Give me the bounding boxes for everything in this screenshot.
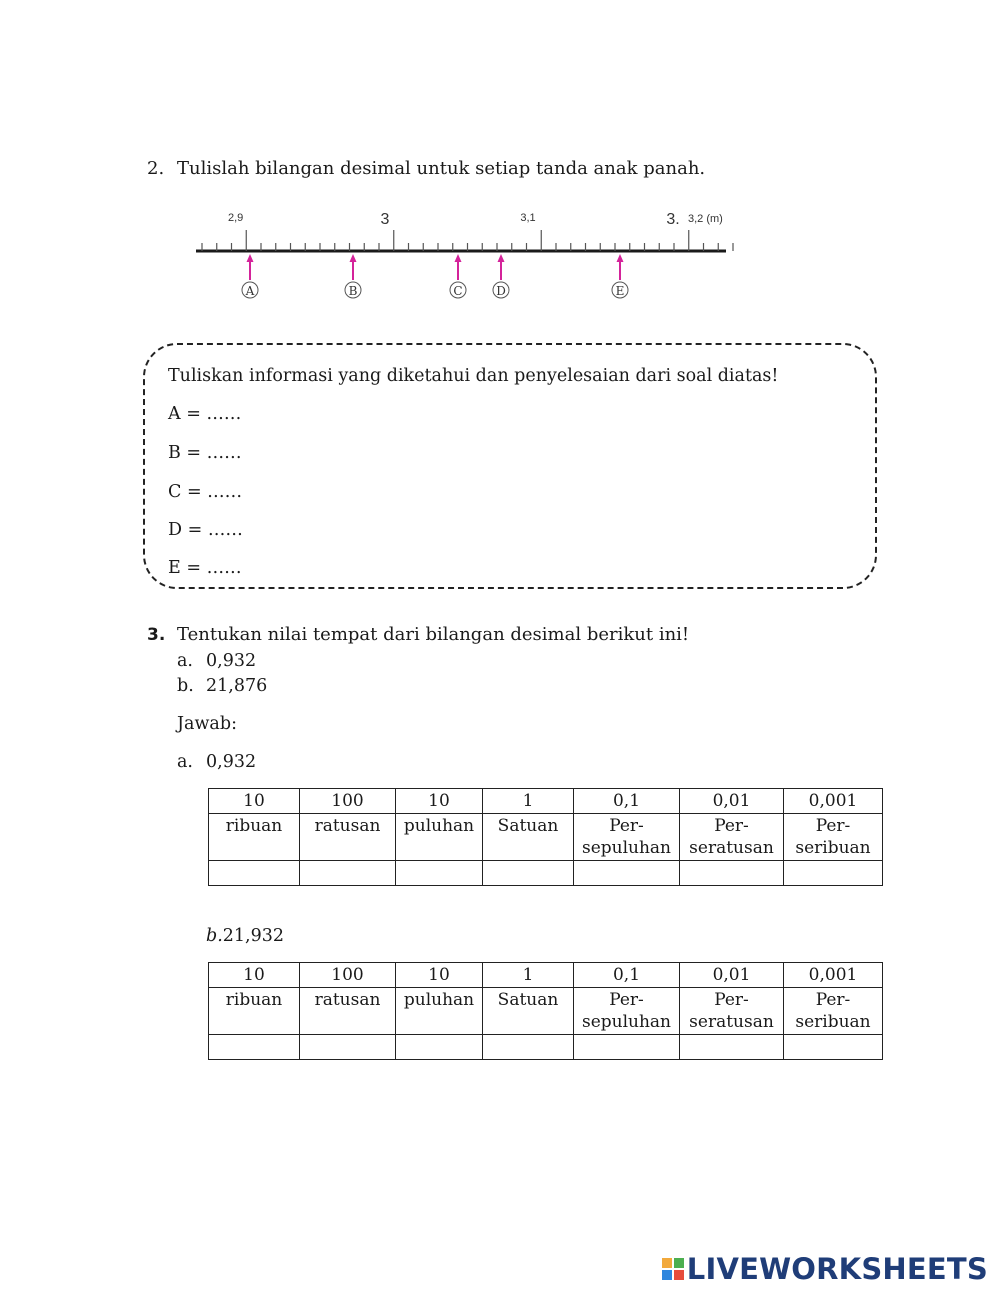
table-cell: puluhan bbox=[396, 814, 483, 861]
table-cell: 10 bbox=[209, 789, 300, 814]
item-label: b. bbox=[177, 676, 194, 696]
arrow-head bbox=[455, 254, 462, 262]
part-label: a. bbox=[177, 752, 193, 772]
part-value: 21,932 bbox=[222, 926, 284, 946]
part-label: b. bbox=[206, 926, 223, 946]
answer-cell[interactable] bbox=[396, 861, 483, 886]
table-row-names bbox=[209, 988, 883, 1035]
answer-cell[interactable] bbox=[209, 861, 300, 886]
table-cell: ribuan bbox=[209, 988, 300, 1035]
question-number: 3. bbox=[147, 625, 166, 645]
ruler-label-3-1: 3,1 bbox=[520, 212, 536, 224]
table-cell: Satuan bbox=[483, 814, 574, 861]
arrow-c bbox=[450, 254, 466, 298]
table-cell: 0,001 bbox=[784, 963, 883, 988]
table-cell: 0,1 bbox=[574, 789, 680, 814]
ruler-label-3-dot: 3. bbox=[666, 211, 680, 228]
part-a-heading bbox=[177, 752, 256, 772]
answer-line-c[interactable]: C = …… bbox=[168, 482, 243, 502]
item-label: a. bbox=[177, 651, 193, 671]
table-cell: 0,1 bbox=[574, 963, 680, 988]
arrow-b bbox=[345, 254, 361, 298]
table-cell: 0,001 bbox=[784, 789, 883, 814]
table-cell: ratusan bbox=[300, 988, 396, 1035]
liveworksheets-logo bbox=[662, 1252, 988, 1286]
place-value-table-a bbox=[208, 788, 883, 886]
question-2 bbox=[147, 158, 705, 179]
answer-line-d[interactable]: D = …… bbox=[168, 520, 243, 540]
question-3-item-b bbox=[177, 676, 267, 696]
ruler-label-3: 3 bbox=[380, 211, 390, 228]
answer-cell[interactable] bbox=[300, 1035, 396, 1060]
item-value: 0,932 bbox=[206, 651, 257, 671]
table-cell: ribuan bbox=[209, 814, 300, 861]
arrow-head bbox=[350, 254, 357, 262]
table-row-names bbox=[209, 814, 883, 861]
arrow-a bbox=[242, 254, 258, 298]
arrow-label: A bbox=[245, 284, 255, 298]
table-cell: Per- seratusan bbox=[680, 814, 784, 861]
table-row-values bbox=[209, 789, 883, 814]
answer-instruction: Tuliskan informasi yang diketahui dan penyelesaian dari soal diatas! bbox=[168, 366, 779, 386]
table-cell: Per- seribuan bbox=[784, 988, 883, 1035]
answer-cell[interactable] bbox=[784, 1035, 883, 1060]
ruler-label-2-9: 2,9 bbox=[228, 212, 244, 224]
liveworksheets-logo-icon bbox=[662, 1258, 684, 1280]
arrow-e bbox=[612, 254, 628, 298]
answer-cell[interactable] bbox=[483, 861, 574, 886]
answer-line-e[interactable]: E = …… bbox=[168, 558, 242, 578]
table-cell: 0,01 bbox=[680, 789, 784, 814]
part-b-heading bbox=[206, 926, 284, 946]
number-line-figure bbox=[190, 200, 735, 310]
answer-line-b[interactable]: B = …… bbox=[168, 443, 242, 463]
brand-name: LIVEWORKSHEETS bbox=[686, 1252, 988, 1286]
table-cell: Per- seribuan bbox=[784, 814, 883, 861]
arrow-label: C bbox=[453, 284, 463, 298]
arrow-label: D bbox=[496, 284, 506, 298]
question-3-item-a bbox=[177, 651, 256, 671]
table-cell: Per- sepuluhan bbox=[574, 814, 680, 861]
jawab-label: Jawab: bbox=[177, 714, 237, 734]
table-cell: ratusan bbox=[300, 814, 396, 861]
table-cell: 1 bbox=[483, 963, 574, 988]
table-cell: 1 bbox=[483, 789, 574, 814]
question-3 bbox=[147, 624, 689, 645]
table-cell: 10 bbox=[396, 963, 483, 988]
answer-cell[interactable] bbox=[574, 861, 680, 886]
table-row-values bbox=[209, 963, 883, 988]
answer-line-a[interactable]: A = …… bbox=[168, 404, 242, 424]
table-cell: Satuan bbox=[483, 988, 574, 1035]
place-value-table-b bbox=[208, 962, 883, 1060]
question-number: 2. bbox=[147, 158, 165, 179]
table-cell: 100 bbox=[300, 963, 396, 988]
arrow-label: B bbox=[348, 284, 358, 298]
answer-cell[interactable] bbox=[784, 861, 883, 886]
answer-cell[interactable] bbox=[574, 1035, 680, 1060]
answer-cell[interactable] bbox=[396, 1035, 483, 1060]
table-cell: Per- seratusan bbox=[680, 988, 784, 1035]
arrow-head bbox=[617, 254, 624, 262]
item-value: 21,876 bbox=[206, 676, 268, 696]
answer-cell[interactable] bbox=[680, 1035, 784, 1060]
answer-cell[interactable] bbox=[680, 861, 784, 886]
table-cell: Per- sepuluhan bbox=[574, 988, 680, 1035]
table-cell: 100 bbox=[300, 789, 396, 814]
ruler-label-3-2: 3,2 (m) bbox=[688, 213, 723, 225]
table-row-answers bbox=[209, 861, 883, 886]
table-cell: 10 bbox=[396, 789, 483, 814]
table-row-answers bbox=[209, 1035, 883, 1060]
answer-cell[interactable] bbox=[209, 1035, 300, 1060]
arrow-head bbox=[247, 254, 254, 262]
table-cell: 0,01 bbox=[680, 963, 784, 988]
answer-cell[interactable] bbox=[300, 861, 396, 886]
question-text: Tentukan nilai tempat dari bilangan desimal berikut ini! bbox=[177, 624, 690, 645]
answer-cell[interactable] bbox=[483, 1035, 574, 1060]
table-cell: 10 bbox=[209, 963, 300, 988]
arrow-head bbox=[498, 254, 505, 262]
part-value: 0,932 bbox=[206, 752, 257, 772]
table-cell: puluhan bbox=[396, 988, 483, 1035]
question-text: Tulislah bilangan desimal untuk setiap tanda anak panah. bbox=[177, 158, 706, 179]
arrow-d bbox=[493, 254, 509, 298]
arrow-label: E bbox=[615, 284, 625, 298]
